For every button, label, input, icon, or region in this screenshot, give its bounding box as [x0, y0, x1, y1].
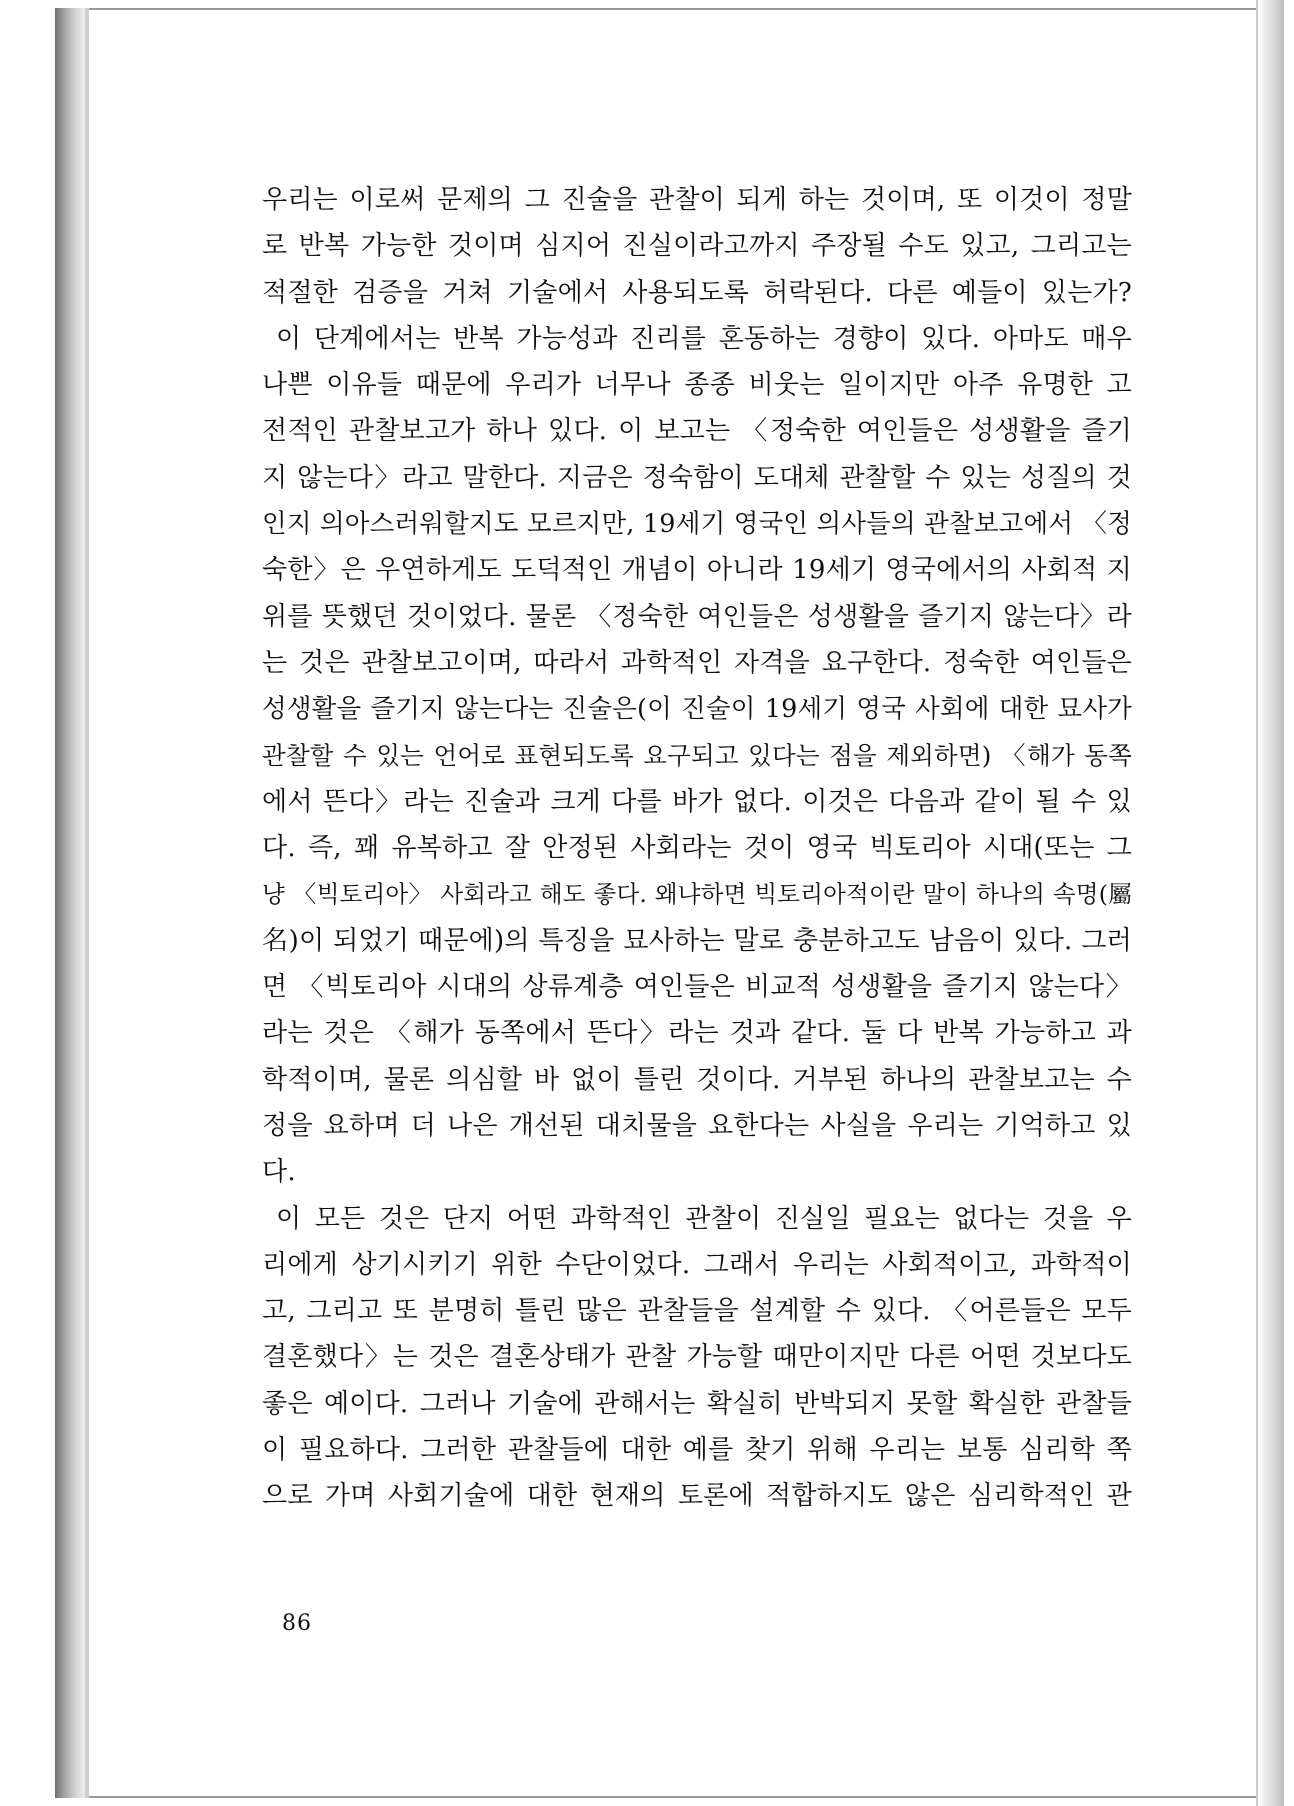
body-text: [262, 177, 1132, 1520]
text-line: 좋은 예이다. 그러나 기술에 관해서는 확실히 반박되지 못할 확실한 관찰들: [262, 1388, 1132, 1419]
text-line: 이 필요하다. 그러한 관찰들에 대한 예를 찾기 위해 우리는 보통 심리학 쪽: [262, 1435, 1132, 1466]
page-edge-line: [1256, 0, 1258, 1806]
text-line: 정을 요하며 더 나은 개선된 대치물을 요한다는 사실을 우리는 기억하고 있: [262, 1110, 1132, 1141]
text-line: 숙한〉은 우연하게도 도덕적인 개념이 아니라 19세기 영국에서의 사회적 지: [262, 555, 1132, 586]
text-line: 결혼했다〉는 것은 결혼상태가 관찰 가능할 때만이지만 다른 어떤 것보다도: [262, 1342, 1132, 1373]
text-line: 냥 〈빅토리아〉 사회라고 해도 좋다. 왜냐하면 빅토리아적이란 말이 하나의 속명(屬: [262, 880, 1132, 909]
text-line: 으로 가며 사회기술에 대한 현재의 토론에 적합하지도 않은 심리학적인 관: [262, 1481, 1132, 1512]
page-edge-right: [1256, 0, 1284, 1806]
page-number: 86: [282, 1611, 312, 1636]
text-line: 학적이며, 물론 의심할 바 없이 틀린 것이다. 거부된 하나의 관찰보고는 수: [262, 1064, 1132, 1095]
text-line: 면 〈빅토리아 시대의 상류계층 여인들은 비교적 성생활을 즐기지 않는다〉: [262, 972, 1132, 1003]
text-line: 전적인 관찰보고가 하나 있다. 이 보고는 〈정숙한 여인들은 성생활을 즐기: [262, 416, 1132, 447]
text-line: 이 모든 것은 단지 어떤 과학적인 관찰이 진실일 필요는 없다는 것을 우: [276, 1203, 1132, 1234]
text-line: 위를 뜻했던 것이었다. 물론 〈정숙한 여인들은 성생활을 즐기지 않는다〉라: [262, 601, 1132, 632]
text-line: 라는 것은 〈해가 동쪽에서 뜬다〉라는 것과 같다. 둘 다 반복 가능하고 과: [262, 1018, 1132, 1049]
text-line: 다. 즉, 꽤 유복하고 잘 안정된 사회라는 것이 영국 빅토리아 시대(또는 그: [262, 833, 1132, 864]
text-line: 이 단계에서는 반복 가능성과 진리를 혼동하는 경향이 있다. 아마도 매우: [276, 323, 1132, 354]
text-line: 는 것은 관찰보고이며, 따라서 과학적인 자격을 요구한다. 정숙한 여인들은: [262, 647, 1132, 678]
text-line: 名)이 되었기 때문에)의 특징을 묘사하는 말로 충분하고도 남음이 있다. 그러: [262, 925, 1132, 956]
text-line: 인지 의아스러워할지도 모르지만, 19세기 영국인 의사들의 관찰보고에서 〈정: [262, 509, 1132, 540]
text-line: 다.: [262, 1157, 296, 1188]
text-line: 지 않는다〉라고 말한다. 지금은 정숙함이 도대체 관찰할 수 있는 성질의 것: [262, 462, 1132, 493]
text-line: 고, 그리고 또 분명히 틀린 많은 관찰들을 설계할 수 있다. 〈어른들은 모두: [262, 1296, 1132, 1327]
text-line: 나쁜 이유들 때문에 우리가 너무나 종종 비웃는 일이지만 아주 유명한 고: [262, 370, 1132, 401]
text-line: 에서 뜬다〉라는 진술과 크게 다를 바가 없다. 이것은 다음과 같이 될 수 있: [262, 786, 1132, 817]
text-line: 성생활을 즐기지 않는다는 진술은(이 진술이 19세기 영국 사회에 대한 묘사가: [262, 694, 1132, 725]
text-line: 우리는 이로써 문제의 그 진술을 관찰이 되게 하는 것이며, 또 이것이 정말: [262, 185, 1132, 215]
text-line: 적절한 검증을 거쳐 기술에서 사용되도록 허락된다. 다른 예들이 있는가?: [262, 277, 1132, 308]
text-line: 로 반복 가능한 것이며 심지어 진실이라고까지 주장될 수도 있고, 그리고는: [262, 231, 1132, 262]
book-spine: [55, 8, 85, 1798]
text-line: 관찰할 수 있는 언어로 표현되도록 요구되고 있다는 점을 제외하면) 〈해가 동쪽: [262, 740, 1132, 770]
text-line: 리에게 상기시키기 위한 수단이었다. 그래서 우리는 사회적이고, 과학적이: [262, 1249, 1132, 1280]
